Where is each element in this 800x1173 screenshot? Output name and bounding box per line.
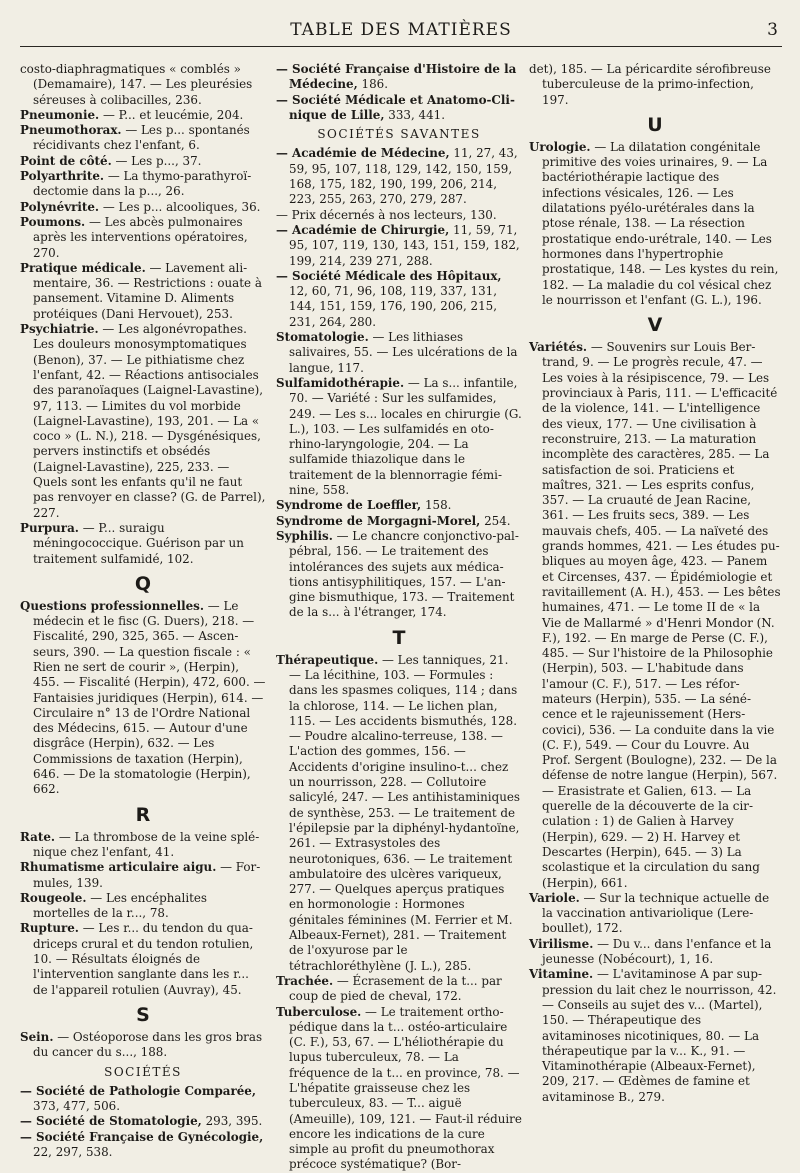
entry-heading: — Société de Stomatologie, (20, 1114, 202, 1129)
index-entry (20, 1130, 266, 1161)
entry-text: — Écrasement de la t... par coup de pied de cheval, 172. (289, 973, 502, 1004)
section-letter: R (135, 803, 151, 826)
entry-heading: Questions professionnelles. (20, 598, 204, 613)
page-title: TABLE DES MATIÈRES (290, 20, 512, 40)
entry-heading: — Société de Pathologie Comparée, (20, 1083, 256, 1098)
index-entry (276, 208, 522, 223)
entry-heading: Pneumothorax. (20, 123, 122, 138)
entry-heading: Rupture. (20, 921, 79, 936)
entry-heading: — Société Médicale et Anatomo-Clinique de Lille, (276, 92, 515, 122)
entry-heading: Tuberculose. (276, 1004, 362, 1019)
entry-heading: Variole. (529, 890, 580, 905)
entry-heading: Polynévrite. (20, 199, 100, 214)
entry-text: — Le médecin et le fisc (G. Duers), 218. — Fiscalité, 290, 325, 365. — Ascenseurs, 390. — La question fiscale : « Rien ne sert de courir », (Herpin), 455. — Fiscalité (Herpin), 472, 600. — Fantaisies juridiques (Herpin), 614. — Circulaire n° 13 de l'Ordre National des Médecins, 615. — Autour d'une disgrâce (Herpin), 632. — Les Commissions de taxation (Herpin), 646. — De la stomatologie (Herpin), 662. (33, 598, 266, 797)
entry-text: 186. (357, 77, 388, 92)
index-entry (20, 322, 266, 521)
entry-heading: — Académie de Médecine, (276, 146, 450, 161)
entry-text: — Les p..., 37. (111, 153, 202, 168)
index-entry (20, 860, 266, 891)
entry-heading: Sein. (20, 1029, 54, 1044)
section-letter: U (647, 113, 663, 136)
index-entry (529, 967, 781, 1105)
index-entry (20, 108, 266, 123)
entry-heading: Syphilis. (276, 528, 333, 543)
entry-text: 373, 477, 506. (33, 1099, 120, 1114)
entry-heading: Trachée. (276, 973, 334, 988)
entry-heading: — Société Française de Gynécologie, (20, 1129, 264, 1144)
section-letter: Q (134, 572, 152, 595)
entry-heading: Rhumatisme articulaire aigu. (20, 860, 217, 875)
entry-text: — Les abcès pulmonaires après les interventions opératoires, 270. (33, 214, 248, 260)
entry-text: — Les p... spontanés récidivants chez l'enfant, 6. (33, 123, 250, 153)
index-column-3 (529, 62, 781, 1105)
entry-heading: Rougeole. (20, 890, 87, 905)
index-entry (20, 921, 266, 997)
index-entry (529, 340, 781, 891)
entry-text: 158. (421, 498, 452, 513)
entry-text: — Les encéphalites mortelles de la r..., 78. (33, 890, 208, 921)
index-entry (20, 1030, 266, 1061)
index-entry (276, 1005, 522, 1173)
entry-heading: Point de côté. (20, 153, 112, 168)
entry-text: 333, 441. (384, 107, 445, 122)
index-entry (276, 223, 522, 269)
index-entry (276, 514, 522, 529)
entry-heading: Stomatologie. (276, 330, 369, 345)
index-entry (276, 376, 522, 498)
entry-heading: Rate. (20, 829, 56, 844)
index-entry (529, 140, 781, 308)
entry-text: — La s... infantile, 70. — Variété : Sur les sulfamides, 249. — Les s... locales en chirurgie (G. L.), 103. — Les sulfamidés en oto-rhino-laryngologie, 204. — La sulfamide thiazolique dans le traitement de la blennorragie féminine, 558. (289, 375, 522, 498)
entry-heading: Sulfamidothérapie. (276, 375, 405, 390)
index-entry (529, 62, 781, 108)
entry-text: — Les tanniques, 21. — La lécithine, 103. — Formules : dans les spasmes coliques, 114 ; dans la chlorose, 114. — Le lichen plan, 115. — Les accidents bismuthés, 128. — Poudre alcalino-terreuse, 138. — L'action des gommes, 156. — Accidents d'origine insulino-t... chez un nourrisson, 228. — Collutoire salicylé, 247. — Les antihistaminiques de synthèse, 253. — Le traitement de l'épilepsie par la diphényl-hydantoïne, 261. — Extrasystoles des neurotoniques, 636. — Le traitement ambulatoire des ulcères variqueux, 277. — Quelques aperçus pratiques en hormonologie : Hormones génitales féminines (M. Ferrier et M. Albeaux-Fernet), 281. — Traitement de l'oxyurose par le tétrachloréthylène (J. L.), 285. (289, 652, 521, 973)
entry-heading: Pneumonie. (20, 107, 100, 122)
entry-text: — Du v... dans l'enfance et la jeunesse (Nobécourt), 1, 16. (542, 936, 772, 967)
entry-text: — P... suraigu méningococcique. Guérison par un traitement sulfamidé, 102. (33, 520, 244, 566)
index-entry (276, 974, 522, 1005)
entry-text: — La thrombose de la veine splénique chez l'enfant, 41. (33, 829, 260, 859)
index-column-2 (276, 62, 522, 1173)
entry-text: — L'avitaminose A par suppression du lait chez le nourrisson, 42. — Conseils au sujet des v... (Martel), 150. — Thérapeutique des avitaminoses nicotiniques, 80. — La thérapeutique par la v... K., 91. — Vitaminothérapie (Albeaux-Fernet), 209, 217. — Œdèmes de famine et avitaminose B., 279. (542, 967, 777, 1104)
entry-heading: — Société Française d'Histoire de la Médecine, (276, 62, 517, 92)
entry-text: — Les algonévropathes. Les douleurs monosymptomatiques (Benon), 37. — Le pithiatisme chez l'enfant, 42. — Réactions antisociales des paranoïaques (Laignel-Lavastine), 97, 113. — Limites du vol morbide (Laignel-Lavastine), 193, 201. — La « coco » (L. N.), 218. — Dysgénésiques, pervers instinctifs et obsédés (Laignel-Lavastine), 225, 233. — Quels sont les enfants qu'il ne faut pas renvoyer en classe? (G. de Parrel), 227. (33, 322, 266, 520)
index-entry (20, 215, 266, 261)
entry-text: 11, 59, 71, 95, 107, 119, 130, 143, 151, 159, 182, 199, 214, 239 271, 288. (289, 222, 520, 268)
entry-text: — Sur la technique actuelle de la vaccination antivariolique (Lereboullet), 172. (542, 890, 770, 936)
entry-text: det), 185. — La péricardite sérofibreuse tuberculeuse de la primo-infection, 197. (529, 62, 771, 107)
index-entry (276, 330, 522, 376)
section-subheading: SOCIÉTÉS (104, 1064, 182, 1079)
index-entry (276, 62, 522, 93)
entry-heading: — Académie de Chirurgie, (276, 222, 450, 237)
entry-text: 12, 60, 71, 96, 108, 119, 337, 131, 144, 151, 159, 176, 190, 206, 215, 231, 264, 280. (289, 284, 498, 329)
entry-heading: — Société Médicale des Hôpitaux, (276, 268, 502, 283)
index-entry (276, 269, 522, 330)
entry-text: — Prix décernés à nos lecteurs, 130. (276, 207, 497, 222)
entry-text: 293, 395. (201, 1114, 263, 1129)
index-entry (276, 146, 522, 207)
entry-heading: Syndrome de Morgagni-Morel, (276, 513, 481, 528)
entry-text: — Souvenirs sur Louis Bertrand, 9. — Le progrès recule, 47. — Les voies à la résipiscence, 79. — Les provinciaux à Paris, 111. — L'efficacité de la violence, 141. — L'intelligence des vieux, 177. — Une civilisation à reconstruire, 213. — La maturation incomplète des caractères, 285. — La satisfaction de soi. Praticiens et maîtres, 321. — Les esprits confus, 357. — La cruauté de Jean Racine, 361. — Les fruits secs, 389. — Les mauvais chefs, 405. — La naïveté des grands hommes, 421. — Les études publiques au moyen âge, 423. — Panem et Circenses, 437. — Épidémiologie et ravitaillement (A. H.), 453. — Les bêtes humaines, 471. — Le tome II de « la Vie de Mallarmé » d'Henri Mondor (N. F.), 192. — En marge de Perse (C. F.), 485. — Sur l'histoire de la Philosophie (Herpin), 503. — L'habitude dans l'amour (C. F.), 517. — Les réformateurs (Herpin), 535. — La sénécence et le rajeunissement (Herscovici), 536. — La conduite dans la vie (C. F.), 549. — Cour du Louvre. Au Prof. Sergent (Boulogne), 232. — De la défense de notre langue (Herpin), 567. — Erasistrate et Galien, 613. — La querelle de la découverte de la circulation : 1) de Galien à Harvey (Herpin), 629. — 2) H. Harvey et Descartes (Herpin), 645. — 3) La scolastique et la circulation du sang (Herpin), 661. (542, 340, 781, 890)
entry-text: — La dilatation congénitale primitive des voies urinaires, 9. — La bactériothérapie lactique des infections vésicales, 126. — Les dilatations pyélo-urétérales dans la ptose rénale, 138. — La résection prostatique endo-urétrale, 140. — Les hormones dans l'hypertrophie prostatique, 148. — Les kystes du rein, 182. — La maladie du col vésical chez le nourrisson et l'enfant (G. L.), 196. (542, 139, 779, 307)
entry-text: 22, 297, 538. (33, 1145, 113, 1159)
entry-text: — Les p... alcooliques, 36. (99, 199, 261, 214)
index-entry (20, 1084, 266, 1115)
entry-text: — Lavement alimentaire, 36. — Restrictions : ouate à pansement. Vitamine D. Aliments protéiques (Dani Hervouet), 253. (33, 260, 262, 321)
index-entry (20, 123, 266, 154)
index-entry (276, 498, 522, 513)
index-entry (529, 937, 781, 968)
index-entry (20, 62, 266, 108)
entry-text: 254. (480, 513, 511, 528)
entry-heading: Variétés. (529, 340, 588, 355)
entry-heading: Purpura. (20, 520, 79, 535)
entry-heading: Urologie. (529, 139, 591, 154)
section-letter: T (392, 626, 406, 649)
index-entry (529, 891, 781, 937)
index-entry (276, 653, 522, 974)
entry-text: 11, 27, 43, 59, 95, 107, 118, 129, 142, 150, 159, 168, 175, 182, 190, 199, 206, 214, 223, 255, 263, 270, 279, 287. (289, 146, 518, 207)
entry-heading: Vitamine. (529, 967, 594, 982)
section-letter: V (647, 314, 663, 337)
index-entry (276, 93, 522, 124)
entry-text: costo-diaphragmatiques « comblés » (Demamaire), 147. — Les pleurésies séreuses à colibacilles, 236. (20, 62, 253, 107)
entry-heading: Psychiatrie. (20, 322, 99, 337)
index-entry (276, 529, 522, 621)
index-entry (20, 830, 266, 861)
entry-heading: Thérapeutique. (276, 652, 379, 667)
entry-heading: Pratique médicale. (20, 260, 146, 275)
page-header (20, 16, 782, 47)
entry-text: — Le chancre conjonctivo-palpébral, 156. — Le traitement des intolérances des sujets aux médications antisyphilitiques, 157. — L'angine bismuthique, 173. — Traitement de la s... à l'étranger, 174. (289, 528, 519, 620)
index-entry (20, 1114, 266, 1129)
index-entry (20, 891, 266, 922)
section-letter: S (136, 1003, 150, 1026)
index-entry (20, 261, 266, 322)
entry-text: — Les r... du tendon du quadriceps crural et du tendon rotulien, 10. — Résultats éloignés de l'intervention sanglante dans les r... de l'appareil rotulien (Auvray), 45. (33, 921, 254, 997)
entry-heading: Poumons. (20, 214, 86, 229)
entry-heading: Virilisme. (529, 936, 594, 951)
entry-text: — Ostéoporose dans les gros bras du cancer du s..., 188. (33, 1029, 263, 1060)
index-column-1 (20, 62, 266, 1160)
entry-text: — P... et leucémie, 204. (99, 107, 244, 122)
index-entry (20, 154, 266, 169)
entry-text: — Formules, 139. (33, 860, 261, 890)
entry-text: — Les lithiases salivaires, 55. — Les ulcérations de la langue, 117. (289, 330, 518, 375)
section-subheading: SOCIÉTÉS SAVANTES (317, 127, 481, 142)
index-entry (20, 169, 266, 200)
entry-heading: Syndrome de Loeffler, (276, 498, 422, 513)
entry-text: — La thymo-parathyroïdectomie dans la p..., 26. (33, 169, 252, 199)
index-entry (20, 200, 266, 215)
index-entry (20, 599, 266, 798)
index-entry (20, 521, 266, 567)
entry-text: — Le traitement orthopédique dans la t... ostéo-articulaire (C. F.), 53, 67. — L'héliothérapie du lupus tuberculeux, 78. — La fréquence de la t... en province, 78. — L'hépatite graisseuse chez les tuberculeux, 83. — T... aiguë (Ameuille), 109, 121. — Faut-il réduire encore les indications de la cure simple au profit du pneumothorax précoce systématique? (Bor- (289, 1004, 522, 1172)
page-number: 3 (767, 20, 778, 40)
entry-heading: Polyarthrite. (20, 169, 105, 184)
